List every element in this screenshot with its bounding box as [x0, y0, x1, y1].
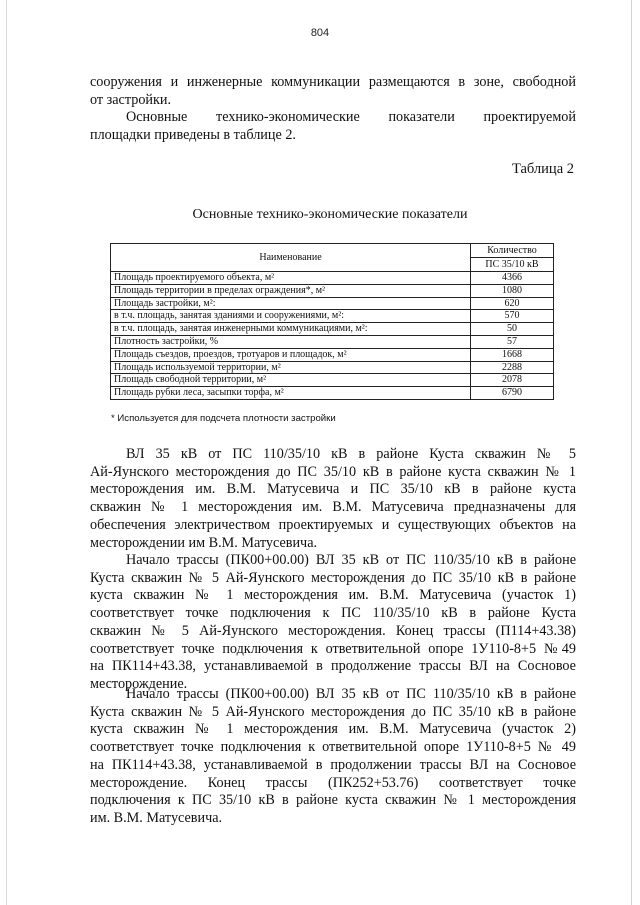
paragraph-line: месторождение. Конец трассы (ПК252+53.76) соответствует точке — [90, 774, 576, 791]
table-row — [111, 361, 554, 374]
paragraph-line: соответствует точке подключения к ответвительной опоре 1У110-8+5 №49 — [90, 640, 576, 657]
paragraph-line: соответствует точке подключения к ответвительной опоре 1У110-8+5 № 49 — [90, 739, 576, 756]
paragraph-line: скважин № 5 Ай-Яунского месторождения. Конец трассы (П114+43.38) — [90, 622, 576, 639]
row-name: Площадь застройки, м²: — [111, 297, 471, 310]
row-value: 6790 — [471, 387, 554, 400]
table-row — [111, 284, 554, 297]
scan-edge-left — [6, 0, 7, 905]
header-name: Наименование — [111, 244, 471, 272]
paragraph-line: на ПК114+43.38, устанавливаемой в продолжении трассы ВЛ на Сосновое — [90, 756, 576, 773]
row-name: Площадь свободной территории, м² — [111, 374, 471, 387]
intro-line: площадки приведены в таблице 2. — [90, 127, 296, 144]
row-name: Площадь проектируемого объекта, м² — [111, 272, 471, 285]
table-row — [111, 348, 554, 361]
row-name: в т.ч. площадь, занятая инженерными коммуникациями, м²: — [111, 323, 471, 336]
paragraph-line: месторождении им В.М. Матусевича. — [90, 534, 318, 551]
table-row — [111, 297, 554, 310]
paragraph-line: Куста скважин № 5 Ай-Яунского месторождения до ПС 35/10 кВ в районе — [90, 703, 576, 720]
row-value: 570 — [471, 310, 554, 323]
row-value: 57 — [471, 335, 554, 348]
table-title: Основные технико-экономические показатели — [192, 207, 468, 222]
row-value: 1080 — [471, 284, 554, 297]
scan-edge-right — [631, 0, 632, 905]
paragraph-line: соответствует точке подключения к ПС 110/35/10 кВ в районе Куста — [90, 605, 576, 622]
header-quantity: Количество — [471, 244, 554, 258]
row-name: Площадь рубки леса, засыпки торфа, м² — [111, 387, 471, 400]
intro-line: Основные технико-экономические показатели проектируемой — [126, 109, 576, 126]
table-caption: Таблица 2 — [511, 161, 574, 177]
row-value: 50 — [471, 323, 554, 336]
table-row — [111, 323, 554, 336]
row-name: Площадь съездов, проездов, тротуаров и площадок, м² — [111, 348, 471, 361]
paragraph-1 — [90, 446, 576, 552]
table-row — [111, 387, 554, 400]
row-name: Плотность застройки, % — [111, 335, 471, 348]
table-header-row — [111, 244, 554, 258]
paragraph-line: куста скважин № 1 месторождения им. В.М. Матусевича (участок 2) — [90, 721, 576, 738]
paragraph-line: им. В.М. Матусевича. — [90, 809, 223, 826]
paragraph-line: Ай-Яунского месторождения до ПС 35/10 кВ в районе куста скважин № 1 — [90, 463, 576, 480]
paragraph-3 — [90, 686, 576, 828]
table-row — [111, 310, 554, 323]
row-name: Площадь территории в пределах ограждения*, м² — [111, 284, 471, 297]
table-row — [111, 374, 554, 387]
row-value: 2288 — [471, 361, 554, 374]
paragraph-line: Начало трассы (ПК00+00.00) ВЛ 35 кВ от ПС 110/35/10 кВ в районе — [126, 686, 576, 702]
indicators-table — [110, 243, 554, 400]
row-value: 620 — [471, 297, 554, 310]
intro-line: сооружения и инженерные коммуникации размещаются в зоне, свободной — [90, 74, 576, 90]
table-footnote: * Используется для подсчета плотности застройки — [111, 413, 336, 424]
paragraph-line: месторождение. — [90, 675, 188, 692]
paragraph-line: Начало трассы (ПК00+00.00) ВЛ 35 кВ от ПС 110/35/10 кВ в районе — [126, 552, 576, 568]
paragraph-line: куста скважин № 1 месторождения им. В.М. Матусевича (участок 1) — [90, 587, 576, 604]
row-name: в т.ч. площадь, занятая зданиями и сооружениями, м²: — [111, 310, 471, 323]
row-value: 4366 — [471, 272, 554, 285]
paragraph-line: месторождения им. В.М. Матусевича и ПС 35/10 кВ в районе куста — [90, 481, 576, 498]
row-value: 2078 — [471, 374, 554, 387]
paragraph-line: Куста скважин № 5 Ай-Яунского месторождения до ПС 35/10 кВ в районе — [90, 569, 576, 586]
paragraph-line: на ПК114+43.38, устанавливаемой в продолжение трассы ВЛ на Сосновое — [90, 658, 576, 675]
intro-paragraph — [90, 74, 576, 145]
paragraph-2 — [90, 552, 576, 694]
paragraph-line: подключения к ПС 35/10 кВ в районе куста скважин № 1 месторождения — [90, 792, 576, 809]
table-row — [111, 335, 554, 348]
paragraph-line: скважин № 1 месторождения им. В.М. Матусевича предназначены для — [90, 499, 576, 516]
paragraph-line: ВЛ 35 кВ от ПС 110/35/10 кВ в районе Куста скважин № 5 — [126, 446, 576, 462]
paragraph-line: обеспечения электричеством проектируемых и существующих объектов на — [90, 516, 576, 533]
page-number: 804 — [310, 27, 330, 39]
row-value: 1668 — [471, 348, 554, 361]
row-name: Площадь используемой территории, м² — [111, 361, 471, 374]
table-row — [111, 272, 554, 285]
intro-line: от застройки. — [90, 91, 172, 108]
header-quantity-sub: ПС 35/10 кВ — [471, 258, 554, 272]
